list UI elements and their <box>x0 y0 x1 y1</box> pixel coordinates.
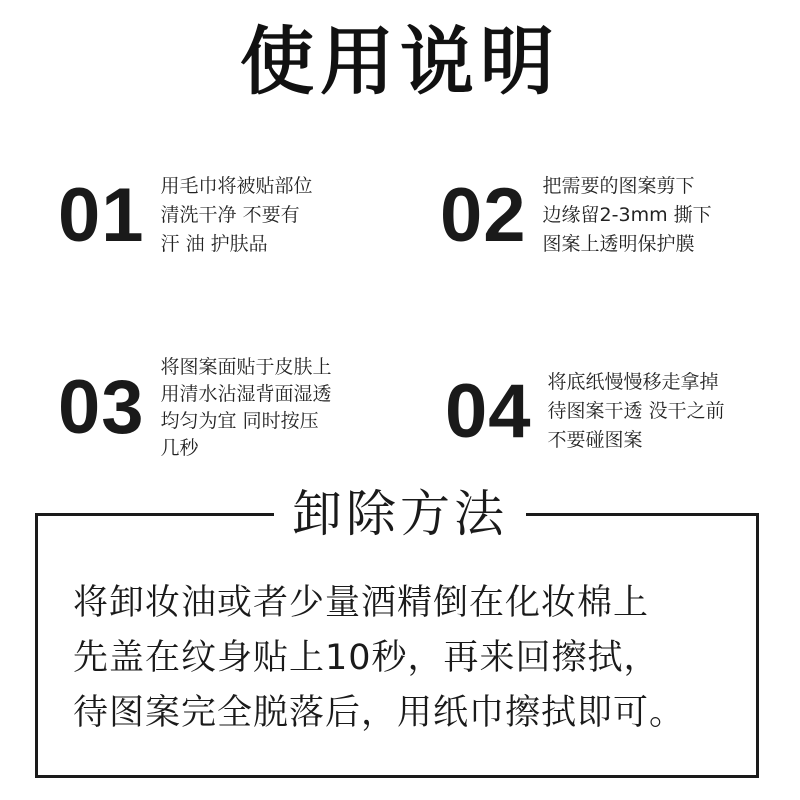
step-line: 汗 油 护肤品 <box>160 233 268 255</box>
removal-line: 将卸妆油或者少量酒精倒在化妆棉上 <box>73 583 650 623</box>
step-number: 03 <box>58 365 145 450</box>
step-instructions <box>548 368 725 455</box>
step-line: 图案上透明保护膜 <box>542 233 695 255</box>
step-4 <box>445 368 725 455</box>
step-line: 清洗干净 不要有 <box>160 204 300 226</box>
step-line: 将图案面贴于皮肤上 <box>160 356 332 378</box>
step-instructions <box>161 354 332 462</box>
removal-line: 先盖在纹身贴上10秒，再来回擦拭， <box>73 638 660 678</box>
step-line: 不要碰图案 <box>547 429 643 451</box>
step-instructions <box>543 172 712 259</box>
step-instructions <box>161 172 313 259</box>
step-3 <box>58 354 332 462</box>
step-line: 用清水沾湿背面湿透 <box>160 383 332 405</box>
step-line: 把需要的图案剪下 <box>542 175 695 197</box>
removal-instructions <box>73 576 753 741</box>
removal-line: 待图案完全脱落后，用纸巾擦拭即可。 <box>73 693 686 733</box>
step-1 <box>58 172 313 259</box>
step-number: 01 <box>58 172 145 258</box>
step-line: 待图案干透 没干之前 <box>547 400 725 422</box>
removal-heading <box>0 482 800 546</box>
step-line: 边缘留2-3mm 撕下 <box>542 204 712 226</box>
page-title: 使用说明 <box>240 19 560 105</box>
step-line: 均匀为宜 同时按压 <box>160 410 319 432</box>
step-line: 用毛巾将被贴部位 <box>160 175 313 197</box>
removal-title: 卸除方法 <box>274 482 526 546</box>
step-number: 04 <box>445 368 532 454</box>
step-number: 02 <box>440 172 527 258</box>
step-2 <box>440 172 712 259</box>
step-line: 几秒 <box>160 437 199 459</box>
step-line: 将底纸慢慢移走拿掉 <box>547 371 719 393</box>
